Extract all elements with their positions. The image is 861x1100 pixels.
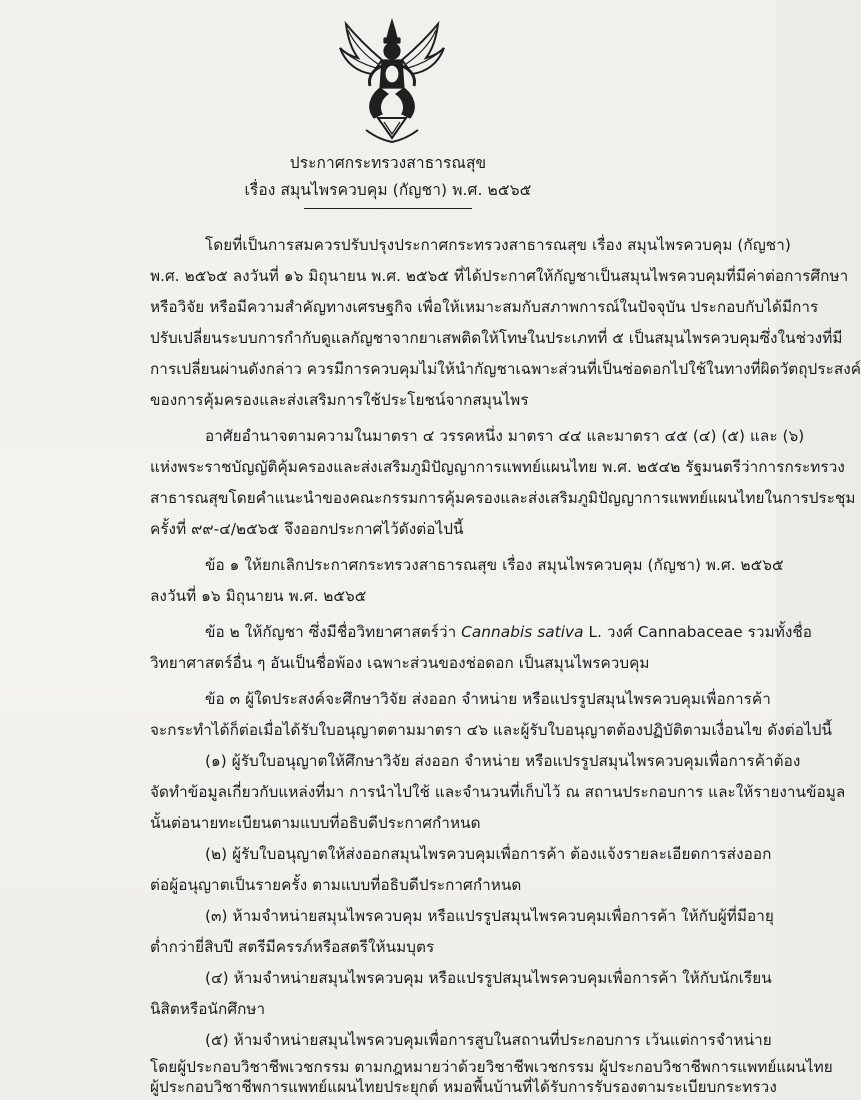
- clause-2-line: [205, 620, 812, 644]
- condition-3-line: ต่ำกว่ายี่สิบปี สตรีมีครรภ์หรือสตรีให้นมบุตร: [150, 938, 435, 956]
- garuda-emblem-icon: [338, 18, 446, 148]
- clause-2-text: ข้อ ๒ ให้กัญชา ซึ่งมีชื่อวิทยาศาสตร์ว่า: [205, 623, 462, 641]
- body-line: สาธารณสุขโดยคำแนะนำของคณะกรรมการคุ้มครองและส่งเสริมภูมิปัญญาการแพทย์แผนไทยในการประชุม: [150, 489, 856, 507]
- body-line: ปรับเปลี่ยนระบบการกำกับดูแลกัญชาจากยาเสพติดให้โทษในประเภทที่ ๕ เป็นสมุนไพรควบคุมซึ่งในช่วงที่มี: [150, 329, 843, 347]
- condition-1-line: นั้นต่อนายทะเบียนตามแบบที่อธิบดีประกาศกำหนด: [150, 814, 481, 832]
- condition-3-line: (๓) ห้ามจำหน่ายสมุนไพรควบคุม หรือแปรรูปสมุนไพรควบคุมเพื่อการค้า ให้กับผู้ที่มีอายุ: [205, 907, 774, 925]
- condition-5-line: โดยผู้ประกอบวิชาชีพเวชกรรม ตามกฎหมายว่าด้วยวิชาชีพเวชกรรม ผู้ประกอบวิชาชีพการแพทย์แผนไทย: [150, 1058, 833, 1076]
- body-line: การเปลี่ยนผ่านดังกล่าว ควรมีการควบคุมไม่ให้นำกัญชาเฉพาะส่วนที่เป็นช่อดอกไปใช้ในทางที่ผิดวัตถุประสงค์: [150, 360, 861, 378]
- condition-1-line: (๑) ผู้รับใบอนุญาตให้ศึกษาวิจัย ส่งออก จำหน่าย หรือแปรรูปสมุนไพรควบคุมเพื่อการค้าต้อง: [205, 752, 801, 770]
- condition-1-line: จัดทำข้อมูลเกี่ยวกับแหล่งที่มา การนำไปใช้ และจำนวนที่เก็บไว้ ณ สถานประกอบการ และให้รายงานข้อมูล: [150, 783, 846, 801]
- announcement-subject: เรื่อง สมุนไพรควบคุม (กัญชา) พ.ศ. ๒๕๖๕: [244, 181, 532, 199]
- title-divider: [304, 208, 472, 209]
- condition-4-line: (๔) ห้ามจำหน่ายสมุนไพรควบคุม หรือแปรรูปสมุนไพรควบคุมเพื่อการค้า ให้กับนักเรียน: [205, 969, 772, 987]
- condition-5-line: (๕) ห้ามจำหน่ายสมุนไพรควบคุมเพื่อการสูบในสถานที่ประกอบการ เว้นแต่การจำหน่าย: [205, 1031, 772, 1049]
- body-line: อาศัยอำนาจตามความในมาตรา ๔ วรรคหนึ่ง มาตรา ๔๔ และมาตรา ๔๕ (๔) (๕) และ (๖): [205, 427, 805, 445]
- clause-1-line: ลงวันที่ ๑๖ มิถุนายน พ.ศ. ๒๕๖๕: [150, 587, 367, 605]
- condition-2-line: ต่อผู้อนุญาตเป็นรายครั้ง ตามแบบที่อธิบดีประกาศกำหนด: [150, 876, 522, 894]
- clause-2-line: วิทยาศาสตร์อื่น ๆ อันเป็นชื่อพ้อง เฉพาะส่วนของช่อดอก เป็นสมุนไพรควบคุม: [150, 654, 650, 672]
- clause-1-line: ข้อ ๑ ให้ยกเลิกประกาศกระทรวงสาธารณสุข เรื่อง สมุนไพรควบคุม (กัญชา) พ.ศ. ๒๕๖๕: [205, 556, 784, 574]
- body-line: ครั้งที่ ๙๙-๔/๒๕๖๕ จึงออกประกาศไว้ดังต่อไปนี้: [150, 520, 464, 538]
- body-line: ของการคุ้มครองและส่งเสริมการใช้ประโยชน์จากสมุนไพร: [150, 391, 529, 409]
- body-line: โดยที่เป็นการสมควรปรับปรุงประกาศกระทรวงสาธารณสุข เรื่อง สมุนไพรควบคุม (กัญชา): [205, 236, 791, 254]
- species-name: Cannabis sativa: [461, 623, 584, 641]
- body-line: หรือวิจัย หรือมีความสำคัญทางเศรษฐกิจ เพื่อให้เหมาะสมกับสภาพการณ์ในปัจจุบัน ประกอบกับได้มีการ: [150, 298, 819, 316]
- clause-3-line: ข้อ ๓ ผู้ใดประสงค์จะศึกษาวิจัย ส่งออก จำหน่าย หรือแปรรูปสมุนไพรควบคุมเพื่อการค้า: [205, 690, 771, 708]
- condition-4-line: นิสิตหรือนักศึกษา: [150, 1000, 266, 1018]
- body-line: พ.ศ. ๒๕๖๕ ลงวันที่ ๑๖ มิถุนายน พ.ศ. ๒๕๖๕ ที่ได้ประกาศให้กัญชาเป็นสมุนไพรควบคุมที่มีค่าต่อการศึกษา: [150, 267, 849, 285]
- clause-3-line: จะกระทำได้ก็ต่อเมื่อได้รับใบอนุญาตตามมาตรา ๔๖ และผู้รับใบอนุญาตต้องปฏิบัติตามเงื่อนไข ดังต่อไปนี้: [150, 721, 832, 739]
- announcement-title: ประกาศกระทรวงสาธารณสุข: [289, 154, 487, 172]
- condition-2-line: (๒) ผู้รับใบอนุญาตให้ส่งออกสมุนไพรควบคุมเพื่อการค้า ต้องแจ้งรายละเอียดการส่งออก: [205, 845, 772, 863]
- species-tail: L. วงศ์ Cannabaceae รวมทั้งชื่อ: [583, 623, 813, 641]
- condition-5-line: ผู้ประกอบวิชาชีพการแพทย์แผนไทยประยุกต์ หมอพื้นบ้านที่ได้รับการรับรองตามระเบียบกระทรวง: [150, 1078, 777, 1096]
- body-line: แห่งพระราชบัญญัติคุ้มครองและส่งเสริมภูมิปัญญาการแพทย์แผนไทย พ.ศ. ๒๕๔๒ รัฐมนตรีว่าการกระทรวง: [150, 458, 845, 476]
